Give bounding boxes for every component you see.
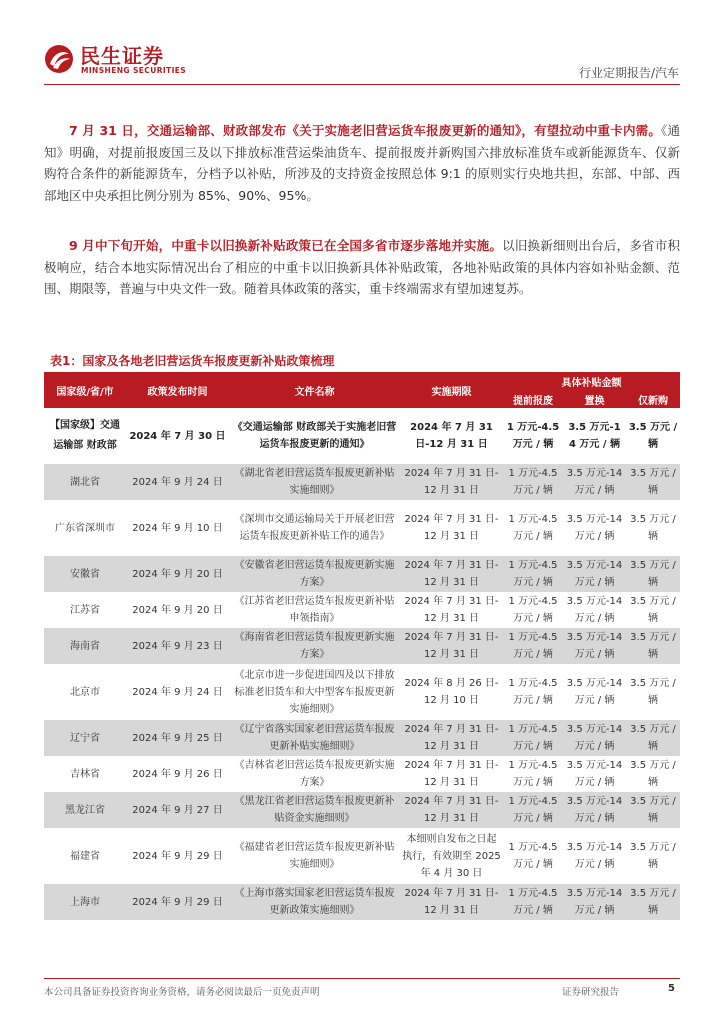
cell-period: 2024 年 7 月 31 日-12 月 31 日 [400, 792, 503, 828]
cell-early-scrap: 1 万元-4.5 万元 / 辆 [503, 628, 563, 664]
cell-doc: 《黑龙江省老旧营运货车报废更新补贴资金实施细则》 [229, 792, 400, 828]
cell-new-only: 3.5 万元 / 辆 [626, 628, 680, 664]
cell-date: 2024 年 9 月 26 日 [132, 768, 223, 780]
cell-date: 2024 年 7 月 30 日 [129, 430, 226, 442]
cell-date: 2024 年 9 月 20 日 [126, 556, 229, 592]
cell-region: 黑龙江省 [44, 792, 126, 828]
cell-doc: 《北京市进一步促进国四及以下排放标准老旧货车和大中型客车报废更新实施细则》 [234, 669, 395, 715]
page-number: 5 [668, 983, 675, 994]
cell-early-scrap: 1 万元-4.5 万元 / 辆 [503, 792, 563, 828]
paragraph-local-policies-lead: 9 月中下旬开始，中重卡以旧换新补贴政策已在全国多省市逐步落地并实施。 [69, 238, 503, 253]
cell-new-only: 3.5 万元 / 辆 [626, 464, 680, 500]
cell-early-scrap: 1 万元-4.5 万元 / 辆 [503, 720, 563, 756]
cell-region: 安徽省 [44, 556, 126, 592]
table-row [44, 592, 680, 628]
cell-date: 2024 年 9 月 24 日 [132, 686, 223, 698]
cell-replace: 3.5 万元-14 万元 / 辆 [563, 464, 626, 500]
table-row [44, 556, 680, 592]
cell-replace: 3.5 万元-14 万元 / 辆 [566, 514, 623, 542]
cell-early-scrap: 1 万元-4.5 万元 / 辆 [508, 596, 558, 624]
cell-date: 2024 年 9 月 23 日 [126, 628, 229, 664]
cell-region: 江苏省 [70, 604, 100, 616]
table-row [44, 828, 680, 884]
cell-new-only: 3.5 万元 / 辆 [626, 884, 680, 920]
cell-doc: 《湖北省老旧营运货车报废更新补贴实施细则》 [229, 464, 400, 500]
cell-region: 上海市 [44, 884, 126, 920]
cell-early-scrap: 1 万元-4.5 万元 / 辆 [508, 514, 558, 542]
cell-date: 2024 年 9 月 27 日 [126, 792, 229, 828]
table-row [44, 720, 680, 756]
paragraph-local-policies [44, 235, 680, 300]
cell-doc: 《吉林省老旧营运货车报废更新实施方案》 [234, 760, 395, 788]
cell-region: 吉林省 [70, 768, 100, 780]
cell-region: 辽宁省 [44, 720, 126, 756]
cell-period: 2024 年 7 月 31 日-12 月 31 日 [400, 884, 503, 920]
cell-replace: 3.5 万元-14 万元 / 辆 [563, 792, 626, 828]
cell-date: 2024 年 9 月 29 日 [126, 884, 229, 920]
cell-region: 广东省深圳市 [55, 522, 115, 534]
subsidy-policy-table [44, 372, 680, 920]
table-row [44, 884, 680, 920]
cell-early-scrap: 1 万元-4.5 万元 / 辆 [503, 884, 563, 920]
paragraph-policy-notice-body: 《通知》明确，对提前报废国三及以下排放标准营运柴油货车、提前报废并新购国六排放标准货车或新能源货车、仅新购符合条件的新能源货车，分档予以补贴，所涉及的支持资金按照总体 9:1 的原则实行央地共担，东部、中部、西部地区中央承担比例分别为 85%、90%、95%。 [44, 123, 680, 203]
cell-date: 2024 年 9 月 25 日 [126, 720, 229, 756]
table-row [44, 664, 680, 720]
page-header [0, 0, 724, 90]
header-date: 政策发布时间 [126, 372, 229, 408]
cell-doc: 《辽宁省落实国家老旧营运货车报废更新补贴实施细则》 [229, 720, 400, 756]
cell-replace: 3.5 万元-14 万元 / 辆 [563, 556, 626, 592]
cell-replace: 3.5 万元-14 万元 / 辆 [566, 842, 623, 870]
cell-new-only: 3.5 万元 / 辆 [626, 720, 680, 756]
header-doc: 文件名称 [229, 372, 400, 408]
header-new-only: 仅新购 [626, 390, 680, 408]
cell-doc: 《深圳市交通运输局关于开展老旧营运货车报废更新补贴工作的通告》 [234, 514, 395, 542]
cell-period: 2024 年 7 月 31 日-12 月 31 日 [404, 596, 499, 624]
header-period: 实施期限 [400, 372, 503, 408]
header-early-scrap: 提前报废 [503, 390, 563, 408]
cell-region: 北京市 [70, 686, 100, 698]
cell-early-scrap: 1 万元-4.5 万元 / 辆 [503, 556, 563, 592]
cell-replace: 3.5 万元-14 万元 / 辆 [568, 422, 621, 450]
cell-replace: 3.5 万元-14 万元 / 辆 [563, 720, 626, 756]
cell-new-only: 3.5 万元 / 辆 [630, 596, 676, 624]
cell-early-scrap: 1 万元-4.5 万元 / 辆 [508, 842, 558, 870]
cell-early-scrap: 1 万元-4.5 万元 / 辆 [508, 678, 558, 706]
table-row [44, 408, 680, 464]
cell-period: 本细则自发布之日起执行，有效期至 2025 年 4 月 30 日 [402, 833, 501, 879]
cell-doc: 《上海市落实国家老旧营运货车报废更新政策实施细则》 [229, 884, 400, 920]
paragraph-policy-notice-lead: 7 月 31 日，交通运输部、财政部发布《关于实施老旧营运货车报废更新的通知》，有望拉动中重卡内需。 [69, 123, 662, 138]
cell-region: 海南省 [44, 628, 126, 664]
table-row [44, 756, 680, 792]
cell-date: 2024 年 9 月 24 日 [126, 464, 229, 500]
cell-replace: 3.5 万元-14 万元 / 辆 [563, 884, 626, 920]
cell-replace: 3.5 万元-14 万元 / 辆 [563, 628, 626, 664]
cell-replace: 3.5 万元-14 万元 / 辆 [566, 596, 623, 624]
cell-period: 2024 年 7 月 31 日-12 月 31 日 [400, 628, 503, 664]
footer-divider [44, 978, 680, 979]
table-row [44, 464, 680, 500]
header-replace: 置换 [563, 390, 626, 408]
cell-early-scrap: 1 万元-4.5 万元 / 辆 [508, 760, 558, 788]
table-row [44, 628, 680, 664]
cell-period: 2024 年 7 月 31 日-12 月 31 日 [400, 556, 503, 592]
cell-new-only: 3.5 万元 / 辆 [630, 760, 676, 788]
cell-doc: 《交通运输部 财政部关于实施老旧营运货车报废更新的通知》 [232, 422, 397, 450]
report-type: 行业定期报告/汽车 [578, 66, 679, 80]
cell-date: 2024 年 9 月 29 日 [132, 850, 223, 862]
cell-new-only: 3.5 万元 / 辆 [626, 556, 680, 592]
footer-report-label: 证券研究报告 [562, 987, 620, 998]
cell-period: 2024 年 8 月 26 日-12 月 10 日 [404, 678, 499, 706]
cell-new-only: 3.5 万元 / 辆 [626, 792, 680, 828]
cell-doc: 《福建省老旧营运货车报废更新补贴实施细则》 [234, 842, 395, 870]
cell-replace: 3.5 万元-14 万元 / 辆 [566, 760, 623, 788]
cell-period: 2024 年 7 月 31 日-12 月 31 日 [410, 422, 493, 450]
minsheng-logo-icon [44, 44, 74, 74]
table-title: 表1：国家及各地老旧营运货车报废更新补贴政策梳理 [50, 354, 335, 368]
cell-period: 2024 年 7 月 31 日-12 月 31 日 [400, 464, 503, 500]
cell-new-only: 3.5 万元 / 辆 [628, 422, 678, 450]
header-divider [44, 84, 680, 85]
cell-region: 福建省 [70, 850, 100, 862]
company-name-cn: 民生证券 [80, 44, 164, 68]
cell-early-scrap: 1 万元-4.5 万元 / 辆 [506, 422, 560, 450]
cell-new-only: 3.5 万元 / 辆 [630, 842, 676, 870]
table-row [44, 792, 680, 828]
header-region: 国家级/省/市 [44, 372, 126, 408]
cell-new-only: 3.5 万元 / 辆 [630, 678, 676, 706]
cell-region: 湖北省 [44, 464, 126, 500]
cell-period: 2024 年 7 月 31 日-12 月 31 日 [404, 760, 499, 788]
cell-period: 2024 年 7 月 31 日-12 月 31 日 [400, 720, 503, 756]
paragraph-policy-notice [44, 120, 680, 206]
cell-date: 2024 年 9 月 10 日 [132, 522, 223, 534]
cell-early-scrap: 1 万元-4.5 万元 / 辆 [503, 464, 563, 500]
cell-doc: 《安徽省老旧营运货车报废更新实施方案》 [229, 556, 400, 592]
cell-region: 【国家级】交通运输部 财政部 [50, 420, 120, 451]
table-row [44, 500, 680, 556]
cell-date: 2024 年 9 月 20 日 [132, 604, 223, 616]
cell-replace: 3.5 万元-14 万元 / 辆 [566, 678, 623, 706]
company-name-en: MINSHENG SECURITIES [81, 66, 187, 75]
cell-doc: 《江苏省老旧营运货车报废更新补贴申领指南》 [234, 596, 395, 624]
paragraph-local-policies-body: 以旧换新细则出台后，多省市积极响应，结合本地实际情况出台了相应的中重卡以旧换新具体补贴政策，各地补贴政策的具体内容如补贴金额、范围、期限等，普遍与中央文件一致。随着具体政策的落实，重卡终端需求有望加速复苏。 [44, 238, 680, 296]
footer-disclaimer: 本公司具备证券投资咨询业务资格，请务必阅读最后一页免责声明 [44, 987, 320, 998]
cell-period: 2024 年 7 月 31 日-12 月 31 日 [404, 514, 499, 542]
cell-new-only: 3.5 万元 / 辆 [630, 514, 676, 542]
cell-doc: 《海南省老旧营运货车报废更新实施方案》 [229, 628, 400, 664]
header-subsidy: 具体补贴金额 [503, 372, 680, 390]
